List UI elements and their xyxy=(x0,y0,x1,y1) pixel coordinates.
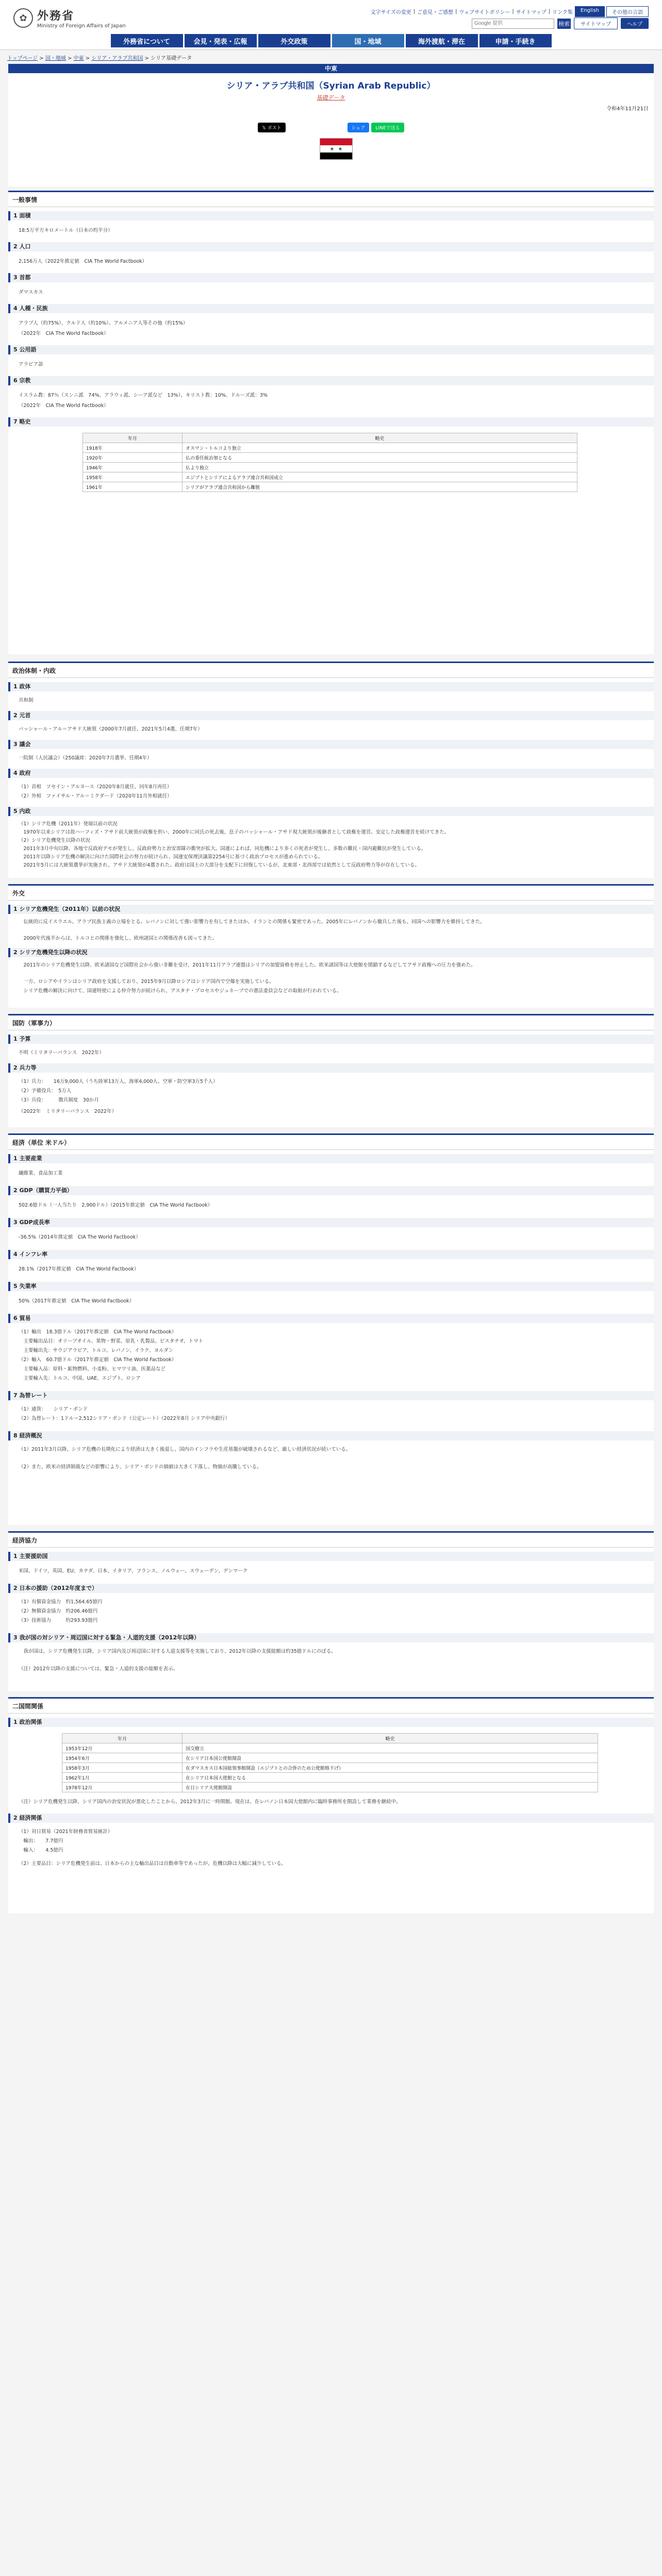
item-heading: 2 日本の援助（2012年度まで） xyxy=(8,1584,654,1593)
table-header: 略史 xyxy=(183,433,577,443)
table-header: 年月 xyxy=(83,433,183,443)
item-text: 主要輸出品目：オリーブオイル、果物・野菜、原乳・乳製品、ピスタチオ、トマト xyxy=(19,1338,204,1344)
table-row xyxy=(62,1783,598,1792)
table-cell: 在ダマスカス日本国総領事館開設（エジプトとの合併のため公使館格下げ） xyxy=(183,1763,598,1773)
item-text: （注）シリア危機発生以降、シリア国内の治安状況が悪化したことから、2012年3月に一時閉館。現在は、在レバノン日本国大使館内に臨時事務所を開設して業務を継続中。 xyxy=(19,1799,401,1805)
emblem-icon: ✿ xyxy=(13,8,33,28)
syria-flag-icon xyxy=(320,138,353,160)
item-heading: 6 宗教 xyxy=(8,376,654,385)
item-heading: 4 人種・民族 xyxy=(8,304,654,313)
help-button[interactable]: ヘルプ xyxy=(621,18,649,29)
page-title: シリア・アラブ共和国（Syrian Arab Republic） xyxy=(226,81,436,91)
item-heading: 1 シリア危機発生（2011年）以前の状況 xyxy=(8,905,654,914)
x-post-button[interactable]: 𝕏 ポスト xyxy=(258,123,285,132)
item-text: 2021年5月には大統領選挙が実施され、アサド大統領が4選された。政府は国土の大部分を支配下に回復しているが、北東部・北西部では依然として反政府勢力等が存在している。 xyxy=(19,862,420,868)
item-text: 2011年3月中旬以降、各地で反政府デモが発生し、反政府勢力と治安部隊の衝突が拡大。国連によれば、同危機により多くの死者が発生し、多数の難民・国内避難民が発生している。 xyxy=(19,846,426,852)
item-text: 共和制 xyxy=(19,698,34,703)
item-text: （1）輸出 18.3億ドル（2017年推定値 CIA The World Factbook） xyxy=(19,1329,177,1335)
sitemap-button[interactable]: サイトマップ xyxy=(574,18,618,29)
item-heading: 4 インフレ率 xyxy=(8,1250,654,1259)
page-subtitle: 基礎データ xyxy=(317,94,345,101)
search-area xyxy=(472,18,649,29)
item-heading: 1 予算 xyxy=(8,1035,654,1044)
item-heading: 3 議会 xyxy=(8,740,654,749)
item-text: （1）対日貿易（2021年財務省貿易統計） xyxy=(19,1829,113,1835)
item-text: 繊維業、食品加工業 xyxy=(19,1171,63,1176)
item-heading: 1 主要産業 xyxy=(8,1154,654,1163)
item-text: （2022年 CIA The World Factbook） xyxy=(19,331,109,336)
item-text: （1）兵力： 16万9,000人（うち陸軍13万人、海軍4,000人、空軍・防空軍3万5千人） xyxy=(19,1079,218,1084)
section-title: 二国間関係 xyxy=(8,1697,654,1714)
section-title: 外交 xyxy=(8,884,654,901)
item-heading: 5 公用語 xyxy=(8,345,654,354)
utility-links: 文字サイズの変更 | ご意見・ご感想 | ウェブサイトポリシー | サイトマップ | リンク集 English その他の言語 xyxy=(371,6,649,17)
table-cell: 仏より独立 xyxy=(183,463,577,472)
table-row xyxy=(83,482,577,492)
table-cell: 1958年 xyxy=(83,472,183,482)
table-row xyxy=(83,443,577,453)
search-input[interactable] xyxy=(472,19,554,29)
table-cell: 1961年 xyxy=(83,482,183,492)
item-text: 502.6億ドル（一人当たり 2,900ドル）（2015年推定値 CIA The World Factbook） xyxy=(19,1202,213,1208)
item-text: バッシャール・アル＝アサド大統領（2000年7月就任、2021年5月4選、任期7年） xyxy=(19,726,203,732)
item-text: （2022年 ミリタリーバランス 2022年） xyxy=(19,1109,117,1114)
table-cell: 1958年3月 xyxy=(62,1763,183,1773)
item-heading: 5 失業率 xyxy=(8,1282,654,1291)
util-link[interactable]: 文字サイズの変更 xyxy=(370,10,411,15)
util-link[interactable]: サイトマップ xyxy=(516,10,547,15)
item-text: 主要輸入先：トルコ、中国、UAE、エジプト、ロシア xyxy=(19,1376,141,1381)
breadcrumb-link[interactable]: 中東 xyxy=(73,56,84,61)
table-cell: 国交樹立 xyxy=(183,1743,598,1753)
item-text: 1970年以来シリアは故ハーフィズ・アサド前大統領が政権を担い、2000年に同氏の死去後、息子のバッシャール・アサド現大統領が後継者として政権を運営。安定した政権運営を続けてきた。 xyxy=(19,829,450,835)
site-logo[interactable] xyxy=(13,7,126,29)
nav-item[interactable]: 海外渡航・滞在 xyxy=(406,34,478,47)
table-cell: オスマン・トルコより独立 xyxy=(183,443,577,453)
item-text: （2）為替レート：1ドル＝2,512シリア・ポンド（公定レート）（2022年8月 シリア中央銀行） xyxy=(19,1416,230,1421)
table-header: 略史 xyxy=(183,1734,598,1743)
nav-item-active[interactable]: 国・地域 xyxy=(332,34,404,47)
item-text: 主要輸出先：サウジアラビア、トルコ、レバノン、イラク、ヨルダン xyxy=(19,1348,174,1353)
section-title: 一般事情 xyxy=(8,191,654,207)
section-title: 国防（軍事力） xyxy=(8,1014,654,1030)
table-cell: 在日シリア大使館開設 xyxy=(183,1783,598,1792)
item-text: 18.5万平方キロメートル（日本の約半分） xyxy=(19,228,113,233)
item-text: （1）首相 フセイン・アルヌース（2020年8月就任、同年8月再任） xyxy=(19,784,172,790)
table-cell: 在シリア日本国公使館開設 xyxy=(183,1753,598,1763)
item-text: （2）また、欧米の経済制裁などの影響により、シリア・ポンドの価値は大きく下落し、物価が高騰している。 xyxy=(19,1464,262,1470)
section-title: 経済協力 xyxy=(8,1531,654,1548)
table-cell: 1953年12月 xyxy=(62,1743,183,1753)
bilateral-table xyxy=(62,1733,598,1792)
item-heading: 2 シリア危機発生以降の状況 xyxy=(8,948,654,957)
item-heading: 8 経済概況 xyxy=(8,1431,654,1440)
table-header: 年月 xyxy=(62,1734,183,1743)
item-heading: 3 我が国の対シリア・周辺国に対する緊急・人道的支援（2012年以降） xyxy=(8,1633,654,1642)
history-table xyxy=(82,433,577,492)
table-row xyxy=(62,1753,598,1763)
table-row xyxy=(62,1773,598,1783)
item-text: 2000年代後半からは、トルコとの関係を強化し、欧州諸国との関係改善も図ってきた。 xyxy=(19,936,218,941)
title-box xyxy=(8,73,654,187)
item-text: 2011年のシリア危機発生以降、欧米諸国など国際社会から強い非難を受け、2011年11月アラブ連盟はシリアの加盟資格を停止した。欧米諸国等は大使館を閉鎖するなどしてアサド政権への圧力を強めた。 xyxy=(19,962,476,968)
lang-other-button[interactable]: その他の言語 xyxy=(606,6,649,17)
logo-title: 外務省 xyxy=(37,10,75,23)
table-cell: 1918年 xyxy=(83,443,183,453)
item-heading: 4 政府 xyxy=(8,769,654,778)
nav-item[interactable]: 会見・発表・広報 xyxy=(185,34,257,47)
section-title: 経済（単位 米ドル） xyxy=(8,1133,654,1150)
item-heading: 2 元首 xyxy=(8,711,654,720)
item-text: （1）通貨： シリア・ポンド xyxy=(19,1406,88,1412)
table-cell: 1954年6月 xyxy=(62,1753,183,1763)
item-text: 一方、ロシアやイランはシリア政府を支援しており、2015年9月以降ロシアはシリア国内で空爆を実施している。 xyxy=(19,979,274,985)
logo-subtitle: Ministry of Foreign Affairs of Japan xyxy=(37,23,126,29)
item-text: （1）2011年3月以降、シリア危機の長期化により経済は大きく後退し、国内のインフラや生産基盤が破壊されるなど、厳しい経済状況が続いている。 xyxy=(19,1447,351,1452)
item-text: 不明（ミリタリーバランス 2022年） xyxy=(19,1050,104,1056)
item-text: （2）シリア危機発生以降の状況 xyxy=(19,838,91,843)
item-text: （2022年 CIA The World Factbook） xyxy=(19,403,109,409)
item-heading: 6 貿易 xyxy=(8,1314,654,1323)
item-text: イスラム教：87％（スンニ派 74%、アラウィ派、シーア派など 13%）、キリスト教：10%、ドルーズ派：3% xyxy=(19,393,268,398)
breadcrumb-current: シリア基礎データ xyxy=(151,56,192,61)
item-text: 輸出： 7.7億円 xyxy=(19,1838,63,1844)
item-heading: 7 略史 xyxy=(8,417,654,427)
share-buttons xyxy=(8,123,654,132)
item-heading: 1 政体 xyxy=(8,682,654,691)
util-link[interactable]: リンク集 xyxy=(552,10,573,15)
site-header xyxy=(0,0,662,50)
table-row xyxy=(83,463,577,472)
item-heading: 1 政治関係 xyxy=(8,1718,654,1727)
item-text: 輸入： 4.5億円 xyxy=(19,1848,63,1853)
table-row xyxy=(83,472,577,482)
region-banner: 中東 xyxy=(8,64,654,73)
item-heading: 1 主要援助国 xyxy=(8,1552,654,1561)
item-text: 一院制（人民議会）（250議席：2020年7月選挙、任期4年） xyxy=(19,755,152,761)
item-text: （2）無償資金協力 約206.46億円 xyxy=(19,1608,98,1614)
item-heading: 3 首都 xyxy=(8,273,654,282)
table-cell: 1920年 xyxy=(83,453,183,463)
lang-english-button[interactable]: English xyxy=(575,6,605,17)
table-row xyxy=(62,1763,598,1773)
breadcrumb-link[interactable]: 国・地域 xyxy=(45,56,66,61)
item-text: 米国、ドイツ、英国、EU、カナダ、日本、イタリア、フランス、ノルウェー、スウェーデン、デンマーク xyxy=(19,1568,248,1574)
item-text: 28.1%（2017年推定値 CIA The World Factbook） xyxy=(19,1266,139,1272)
item-text: ダマスカス xyxy=(19,290,43,295)
global-nav xyxy=(0,34,662,47)
item-text: （1）有償資金協力 約1,564.65億円 xyxy=(19,1599,103,1605)
item-text: 2011年以降シリア危機の解決に向けた国際社会の努力が続けられ、国連安保理決議第2254号に基づく政治プロセスが進められている。 xyxy=(19,854,323,860)
table-cell: エジプトとシリアによるアラブ連合共和国成立 xyxy=(183,472,577,482)
item-text: 50%（2017年推定値 CIA The World Factbook） xyxy=(19,1298,135,1304)
section-title: 政治体制・内政 xyxy=(8,662,654,678)
item-heading: 2 人口 xyxy=(8,242,654,251)
item-text: シリア危機の解決に向けて、国連特使による仲介努力が続けられ、アスタナ・プロセスやジュネーブでの憲法委員会などの取組が行われている。 xyxy=(19,988,342,994)
table-cell: 1962年1月 xyxy=(62,1773,183,1783)
nav-item[interactable]: 外交政策 xyxy=(258,34,330,47)
item-heading: 7 為替レート xyxy=(8,1391,654,1400)
item-text: 2,156万人（2022年推定値 CIA The World Factbook） xyxy=(19,259,147,264)
item-heading: 1 面積 xyxy=(8,211,654,221)
nav-item[interactable]: 申請・手続き xyxy=(479,34,552,47)
item-text: （2）主要品目：シリア危機発生前は、日本からの主な輸出品目は自動車等であったが、危機以降は大幅に減少している。 xyxy=(19,1861,286,1867)
item-text: （3）技術協力 約293.93億円 xyxy=(19,1618,98,1623)
item-text: アラブ人（約75%）、クルド人（約10%）、アルメニア人等その他（約15%） xyxy=(19,320,188,326)
item-heading: 2 経済関係 xyxy=(8,1814,654,1823)
table-row xyxy=(62,1743,598,1753)
item-text: （2）予備役兵： 5万人 xyxy=(19,1088,72,1094)
table-row xyxy=(83,453,577,463)
item-heading: 2 兵力等 xyxy=(8,1063,654,1073)
item-heading: 2 GDP（購買力平価） xyxy=(8,1186,654,1195)
table-cell: 仏の委任統治領となる xyxy=(183,453,577,463)
item-text: （2）輸入 60.7億ドル（2017年推定値 CIA The World Factbook） xyxy=(19,1357,177,1363)
item-text: （1）シリア危機（2011年）発端以前の状況 xyxy=(19,821,118,827)
item-heading: 3 GDP成長率 xyxy=(8,1218,654,1227)
util-link[interactable]: ウェブサイトポリシー xyxy=(459,10,510,15)
item-text: 主要輸入品：原料・鉱物燃料、小麦粉、ヒマワリ油、医薬品など xyxy=(19,1366,166,1372)
item-text: -36.5%（2014年推定値 CIA The World Factbook） xyxy=(19,1234,141,1240)
item-text: （3）兵役： 徴兵制度 30か月 xyxy=(19,1097,99,1103)
item-text: （注）2012年以降の支援については、緊急・人道的支援の総額を表示。 xyxy=(19,1666,178,1672)
update-date: 令和4年11月21日 xyxy=(606,106,649,112)
breadcrumb-link[interactable]: トップページ xyxy=(7,56,38,61)
table-cell: 1978年12月 xyxy=(62,1783,183,1792)
item-text: （2）外相 ファイサル・アル＝ミクダード（2020年11月外相就任） xyxy=(19,793,172,799)
breadcrumb: トップページ > 国・地域 > 中東 > シリア・アラブ共和国 > シリア基礎データ xyxy=(7,56,192,61)
item-text: 我が国は、シリア危機発生以降、シリア国内及び周辺国に対する人道支援等を実施しており、2012年以降の支援総額は約35億ドルにのぼる。 xyxy=(19,1649,336,1654)
breadcrumb-link[interactable]: シリア・アラブ共和国 xyxy=(91,56,143,61)
nav-item[interactable]: 外務省について xyxy=(111,34,183,47)
facebook-share-button[interactable]: シェア xyxy=(347,123,370,132)
item-heading: 5 内政 xyxy=(8,807,654,816)
util-link[interactable]: ご意見・ご感想 xyxy=(417,10,454,15)
table-cell: 在シリア日本国大使館となる xyxy=(183,1773,598,1783)
search-button[interactable]: 検索 xyxy=(557,19,571,29)
line-share-button[interactable]: LINEで送る xyxy=(371,123,404,132)
table-cell: 1946年 xyxy=(83,463,183,472)
item-text: 伝統的に反イスラエル、アラブ民族主義の立場をとる。レバノンに対して強い影響力を有してきたほか、イランとの関係も緊密であった。2005年にレバノンから撤兵した後も、同国への影響力を維持してきた。 xyxy=(19,919,485,925)
table-cell: シリアがアラブ連合共和国から離脱 xyxy=(183,482,577,492)
item-text: アラビア語 xyxy=(19,362,43,367)
